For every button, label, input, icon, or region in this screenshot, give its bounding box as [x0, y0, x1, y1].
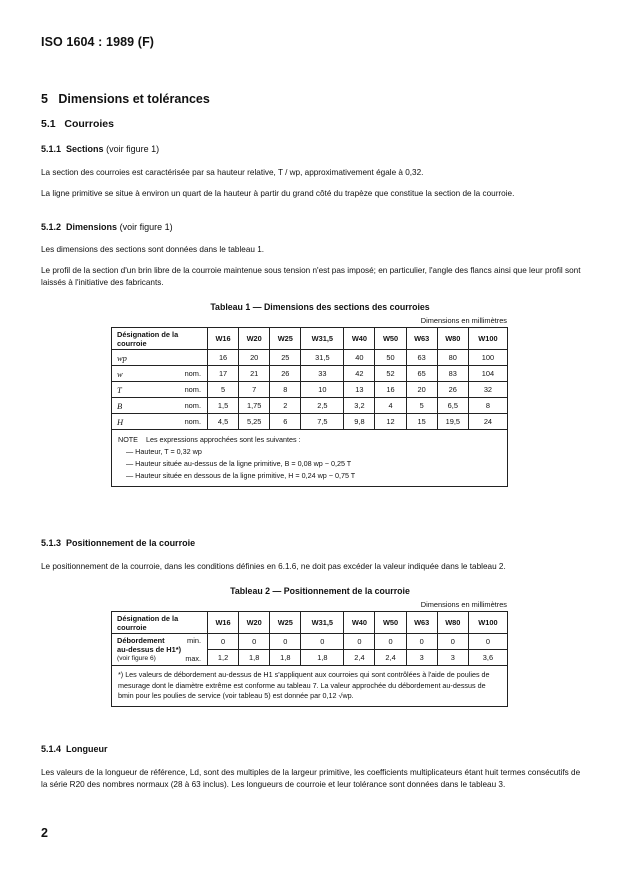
table-cell: 1,8 [270, 650, 301, 666]
table-cell: 13 [344, 382, 375, 398]
column-header: W31,5 [301, 328, 344, 350]
section-number: 5 [41, 92, 48, 106]
table-cell: 33 [301, 366, 344, 382]
figure-reference: (voir figure 1) [119, 222, 173, 232]
section-title: Courroies [64, 118, 114, 130]
table-row [112, 350, 508, 366]
table-cell: 15 [406, 414, 437, 430]
paragraph: Le positionnement de la courroie, dans les conditions définies en 6.1.6, ne doit pas excéder la valeur indiquée dans le tableau 2. [41, 562, 506, 571]
row-label [112, 350, 208, 366]
table-cell: 3 [437, 650, 468, 666]
table-cell: 2,4 [344, 650, 375, 666]
row-symbol: B [117, 400, 123, 411]
note-intro-line [118, 434, 501, 446]
table-cell: 17 [208, 366, 239, 382]
document-header: ISO 1604 : 1989 (F) [41, 35, 155, 49]
table-2-caption: Tableau 2 — Positionnement de la courroie [230, 586, 410, 596]
figure-reference: (voir figure 6) [117, 655, 156, 662]
table-1 [111, 327, 508, 487]
table-cell: 0 [270, 634, 301, 650]
header-label: Désignation de la courroie [112, 612, 208, 634]
table-cell: 0 [301, 634, 344, 650]
table-cell: 16 [208, 350, 239, 366]
table-row [112, 366, 508, 382]
table-cell: 6 [270, 414, 301, 430]
table-cell: 32 [468, 382, 507, 398]
max-label: max. [185, 654, 201, 663]
table-cell: 5 [406, 398, 437, 414]
table-cell: 31,5 [301, 350, 344, 366]
table-cell: 25 [270, 350, 301, 366]
table-cell: 42 [344, 366, 375, 382]
row-qualifier: nom. [184, 368, 201, 378]
row-label-line: au-dessus de H1*) [117, 645, 182, 654]
paragraph: Les valeurs de la longueur de référence, Ld, sont des multiples de la largeur primitive, les coefficients multiplicateurs étant huit termes consécutifs de la série R20 des nombres normaux (28 à 63 inclus). Les longueurs de courroie et leur tolérance sont données dans le tableau 3. [41, 768, 581, 789]
table-cell: 4,5 [208, 414, 239, 430]
column-header: W50 [375, 328, 406, 350]
column-header: W63 [406, 328, 437, 350]
table-row [112, 398, 508, 414]
footnote-text: *) Les valeurs de débordement au-dessus de H1 s'appliquent aux courroies qui sont contrôlées à l'aide de poulies de mesurage dont le diamètre extrême est conforme au tableau 7. La valeur approchée du débordement au-dessus de bmin pour les poulies de service (voir tableau 5) est donnée par 0,12 √wp. [118, 670, 490, 700]
row-label [112, 382, 208, 398]
column-header: W20 [239, 612, 270, 634]
table-cell: 8 [468, 398, 507, 414]
min-label: min. [187, 636, 201, 645]
table-cell: 7,5 [301, 414, 344, 430]
column-header: W100 [468, 612, 507, 634]
section-number: 5.1.1 [41, 144, 62, 154]
section-5-1-1-heading [41, 144, 159, 154]
table-cell: 0 [344, 634, 375, 650]
section-title: Dimensions et tolérances [58, 92, 210, 106]
paragraph: La section des courroies est caractérisée par sa hauteur relative, T / wp, approximativement égale à 0,32. [41, 168, 424, 177]
table-2-unit: Dimensions en millimètres [420, 600, 507, 609]
table-cell: 9,8 [344, 414, 375, 430]
table-cell: 0 [406, 634, 437, 650]
column-header: W20 [239, 328, 270, 350]
table-cell: 16 [375, 382, 406, 398]
note-intro: Les expressions approchées sont les suivantes : [145, 435, 301, 444]
table-cell: 83 [437, 366, 468, 382]
row-label [112, 414, 208, 430]
table-footnote-row [112, 666, 508, 707]
table-cell: 6,5 [437, 398, 468, 414]
table-cell: 0 [375, 634, 406, 650]
section-number: 5.1 [41, 118, 56, 130]
table-cell: 0 [468, 634, 507, 650]
table-cell: 5,25 [239, 414, 270, 430]
table-row [112, 414, 508, 430]
row-label [112, 634, 208, 666]
table-1-caption: Tableau 1 — Dimensions des sections des courroies [210, 302, 430, 312]
table-header-row [112, 328, 508, 350]
paragraph: Les dimensions des sections sont données dans le tableau 1. [41, 245, 265, 254]
table-cell: 21 [239, 366, 270, 382]
table-cell: 65 [406, 366, 437, 382]
table-cell: 3 [406, 650, 437, 666]
section-5-heading [41, 92, 210, 106]
section-number: 5.1.4 [41, 744, 62, 754]
column-header: W80 [437, 612, 468, 634]
table-cell: 19,5 [437, 414, 468, 430]
table-cell: 2,5 [301, 398, 344, 414]
table-footnote [112, 666, 508, 707]
table-cell: 52 [375, 366, 406, 382]
row-qualifier: nom. [184, 384, 201, 394]
table-1-unit: Dimensions en millimètres [420, 316, 507, 325]
note-item: — Hauteur située en dessous de la ligne primitive, H = 0,24 wp − 0,75 T [126, 471, 356, 480]
note-item: — Hauteur, T = 0,32 wp [126, 447, 202, 456]
table-cell: 63 [406, 350, 437, 366]
table-cell: 10 [301, 382, 344, 398]
table-cell: 1,2 [208, 650, 239, 666]
table-cell: 7 [239, 382, 270, 398]
table-cell: 100 [468, 350, 507, 366]
table-cell: 104 [468, 366, 507, 382]
table-cell: 0 [239, 634, 270, 650]
figure-reference: (voir figure 1) [106, 144, 160, 154]
table-cell: 4 [375, 398, 406, 414]
table-2 [111, 611, 508, 707]
table-cell: 80 [437, 350, 468, 366]
table-cell: 26 [270, 366, 301, 382]
table-cell: 12 [375, 414, 406, 430]
table-row [112, 382, 508, 398]
section-title: Longueur [66, 744, 108, 754]
table-cell: 1,8 [301, 650, 344, 666]
table-cell: 0 [437, 634, 468, 650]
table-header-row [112, 612, 508, 634]
page-number: 2 [41, 826, 48, 840]
section-title: Dimensions [66, 222, 118, 232]
row-label-line: Débordement [117, 636, 165, 645]
row-symbol: H [117, 416, 124, 427]
table-cell: 24 [468, 414, 507, 430]
table-cell: 20 [406, 382, 437, 398]
note-head: NOTE [118, 435, 138, 444]
note-item: — Hauteur située au-dessus de la ligne primitive, B = 0,08 wp − 0,25 T [126, 459, 352, 468]
column-header: W25 [270, 612, 301, 634]
row-label [112, 398, 208, 414]
table-cell: 1,8 [239, 650, 270, 666]
row-qualifier: nom. [184, 416, 201, 426]
column-header: W40 [344, 612, 375, 634]
row-label [112, 366, 208, 382]
column-header: W16 [208, 612, 239, 634]
table-cell: 5 [208, 382, 239, 398]
column-header: W50 [375, 612, 406, 634]
table-row [112, 634, 508, 650]
section-number: 5.1.3 [41, 538, 62, 548]
header-label: Désignation de la courroie [112, 328, 208, 350]
paragraph: La ligne primitive se situe à environ un quart de la hauteur à partir du grand côté du trapèze que constitue la section de la courroie. [41, 189, 515, 198]
table-note [112, 430, 508, 487]
column-header: W40 [344, 328, 375, 350]
section-title: Positionnement de la courroie [66, 538, 196, 548]
column-header: W63 [406, 612, 437, 634]
row-symbol: w [117, 368, 123, 379]
row-qualifier: nom. [184, 400, 201, 410]
section-5-1-heading [41, 118, 114, 130]
section-number: 5.1.2 [41, 222, 62, 232]
table-cell: 8 [270, 382, 301, 398]
paragraph: Le profil de la section d'un brin libre de la courroie maintenue sous tension n'est pas imposé; en particulier, l'angle des flancs ainsi que leur profil sont laissés à l'initiative des fabricants. [41, 266, 581, 287]
section-5-1-2-heading [41, 222, 173, 232]
row-symbol: wp [117, 352, 127, 363]
row-symbol: T [117, 384, 122, 395]
table-cell: 0 [208, 634, 239, 650]
table-cell: 3,6 [468, 650, 507, 666]
table-note-row [112, 430, 508, 487]
column-header: W31,5 [301, 612, 344, 634]
table-cell: 1,5 [208, 398, 239, 414]
section-title: Sections [66, 144, 104, 154]
table-cell: 40 [344, 350, 375, 366]
column-header: W25 [270, 328, 301, 350]
table-cell: 1,75 [239, 398, 270, 414]
table-cell: 3,2 [344, 398, 375, 414]
column-header: W16 [208, 328, 239, 350]
column-header: W100 [468, 328, 507, 350]
table-cell: 26 [437, 382, 468, 398]
table-cell: 50 [375, 350, 406, 366]
section-5-1-4-heading [41, 744, 108, 754]
table-cell: 20 [239, 350, 270, 366]
table-cell: 2,4 [375, 650, 406, 666]
section-5-1-3-heading [41, 538, 195, 548]
table-cell: 2 [270, 398, 301, 414]
column-header: W80 [437, 328, 468, 350]
